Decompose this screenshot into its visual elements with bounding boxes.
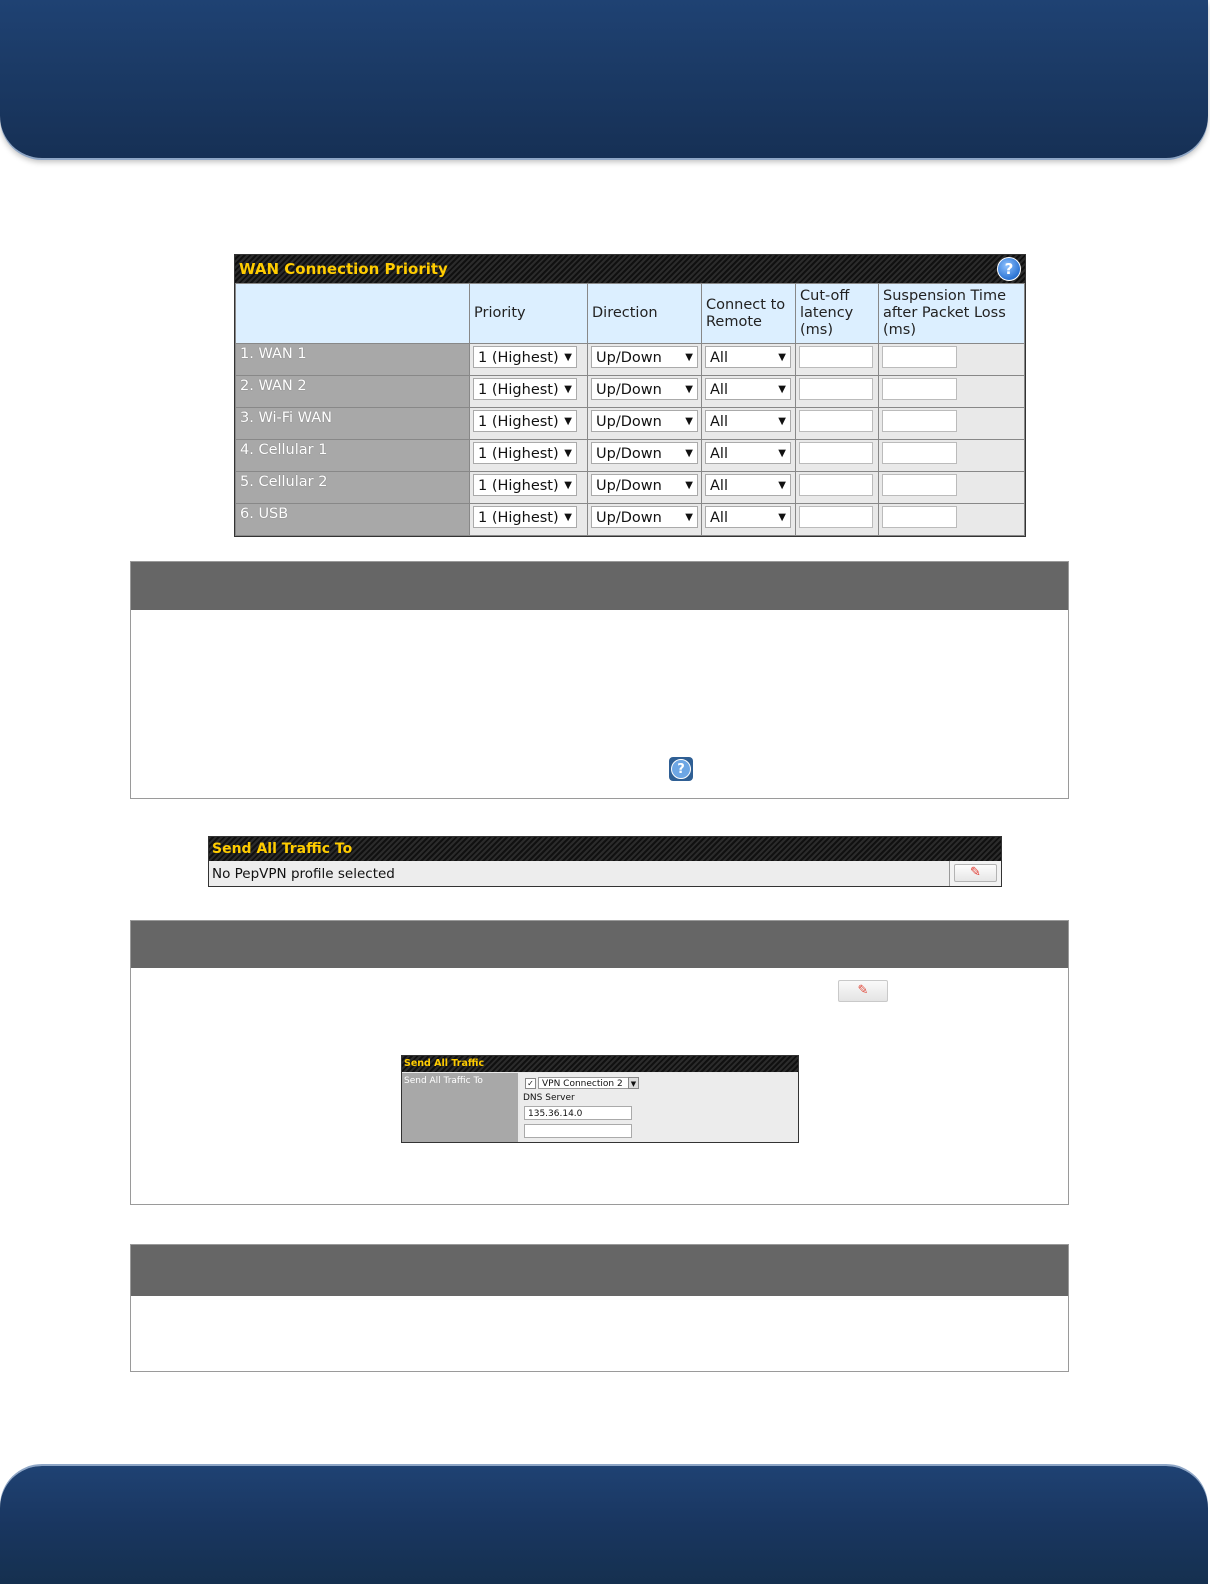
edit-button[interactable] — [954, 864, 997, 882]
priority-select[interactable]: 1 (Highest) ▼ — [473, 378, 577, 400]
info-box-3 — [130, 1244, 1069, 1372]
chevron-down-icon: ▼ — [778, 416, 786, 427]
column-header-suspension-time: Suspension Time after Packet Loss (ms) — [879, 284, 1025, 344]
suspension-time-input[interactable] — [882, 410, 957, 432]
info-box-1-header — [131, 562, 1068, 610]
column-header-direction: Direction — [588, 284, 702, 344]
priority-select[interactable]: 1 (Highest) ▼ — [473, 442, 577, 464]
priority-select[interactable]: 1 (Highest) ▼ — [473, 346, 577, 368]
page-header-band — [0, 0, 1208, 158]
table-header-row — [236, 284, 1025, 344]
column-header-cutoff-latency: Cut-off latency (ms) — [796, 284, 879, 344]
connect-to-remote-select[interactable]: All ▼ — [705, 410, 791, 432]
info-box-2-header — [131, 921, 1068, 968]
row-label: 2. WAN 2 — [236, 376, 470, 408]
row-label: 4. Cellular 1 — [236, 440, 470, 472]
chevron-down-icon: ▼ — [564, 352, 572, 363]
connect-to-remote-select[interactable]: All ▼ — [705, 378, 791, 400]
mini-dns-input-2 — [524, 1124, 632, 1138]
direction-select[interactable]: Up/Down ▼ — [591, 506, 698, 528]
connect-to-remote-select[interactable]: All ▼ — [705, 474, 791, 496]
chevron-down-icon: ▼ — [778, 352, 786, 363]
chevron-down-icon: ▼ — [685, 416, 693, 427]
suspension-time-input[interactable] — [882, 474, 957, 496]
row-label: 1. WAN 1 — [236, 344, 470, 376]
mini-dns-label: DNS Server — [523, 1093, 575, 1103]
chevron-down-icon: ▼ — [685, 384, 693, 395]
send-all-traffic-value: No PepVPN profile selected — [212, 866, 395, 882]
cutoff-latency-input[interactable] — [799, 474, 873, 496]
help-icon[interactable]: ? — [997, 257, 1021, 281]
chevron-down-icon: ▼ — [564, 384, 572, 395]
suspension-time-input[interactable] — [882, 506, 957, 528]
edit-icon: ✎ — [970, 865, 981, 880]
edit-cell — [949, 861, 1001, 886]
mini-body — [520, 1073, 798, 1142]
send-all-traffic-screenshot — [401, 1055, 799, 1143]
info-box-1 — [130, 561, 1069, 799]
table-row — [236, 472, 1025, 504]
connect-to-remote-select[interactable]: All ▼ — [705, 346, 791, 368]
cutoff-latency-input[interactable] — [799, 346, 873, 368]
direction-select[interactable]: Up/Down ▼ — [591, 378, 698, 400]
chevron-down-icon: ▼ — [564, 480, 572, 491]
help-icon[interactable]: ? — [669, 757, 693, 781]
mini-connection-select: VPN Connection 2 — [538, 1077, 638, 1089]
suspension-time-input[interactable] — [882, 378, 957, 400]
send-all-traffic-title: Send All Traffic To — [212, 841, 353, 857]
cutoff-latency-input[interactable] — [799, 410, 873, 432]
send-all-traffic-title-bar — [209, 837, 1001, 861]
chevron-down-icon: ▼ — [778, 512, 786, 523]
wan-priority-title-bar — [235, 255, 1025, 283]
mini-title-bar — [402, 1056, 798, 1072]
column-header-name — [236, 284, 470, 344]
wan-priority-title: WAN Connection Priority — [239, 260, 448, 278]
suspension-time-input[interactable] — [882, 442, 957, 464]
chevron-down-icon: ▼ — [685, 352, 693, 363]
wan-connection-priority-table — [234, 254, 1026, 537]
table-row — [236, 344, 1025, 376]
direction-select[interactable]: Up/Down ▼ — [591, 442, 698, 464]
cutoff-latency-input[interactable] — [799, 378, 873, 400]
checkbox-icon: ✓ — [525, 1078, 536, 1089]
edit-button-illustration — [838, 980, 888, 1002]
cutoff-latency-input[interactable] — [799, 442, 873, 464]
connect-to-remote-select[interactable]: All ▼ — [705, 506, 791, 528]
mini-title: Send All Traffic — [404, 1058, 485, 1069]
table-row — [236, 376, 1025, 408]
chevron-down-icon: ▼ — [685, 512, 693, 523]
chevron-down-icon: ▼ — [564, 416, 572, 427]
column-header-connect-to-remote: Connect to Remote — [702, 284, 796, 344]
direction-select[interactable]: Up/Down ▼ — [591, 474, 698, 496]
column-header-priority: Priority — [470, 284, 588, 344]
edit-icon: ✎ — [857, 983, 869, 998]
row-label: 3. Wi-Fi WAN — [236, 408, 470, 440]
row-label: 6. USB — [236, 504, 470, 536]
chevron-down-icon: ▼ — [685, 448, 693, 459]
mini-dns-input-1: 135.36.14.0 — [524, 1106, 632, 1120]
chevron-down-icon: ▼ — [778, 384, 786, 395]
direction-select[interactable]: Up/Down ▼ — [591, 346, 698, 368]
table-row — [236, 440, 1025, 472]
direction-select[interactable]: Up/Down ▼ — [591, 410, 698, 432]
info-box-3-header — [131, 1245, 1068, 1296]
priority-select[interactable]: 1 (Highest) ▼ — [473, 506, 577, 528]
priority-select[interactable]: 1 (Highest) ▼ — [473, 474, 577, 496]
page-footer-band — [0, 1466, 1208, 1584]
table-row — [236, 504, 1025, 536]
chevron-down-icon: ▼ — [628, 1077, 639, 1089]
chevron-down-icon: ▼ — [778, 480, 786, 491]
priority-select[interactable]: 1 (Highest) ▼ — [473, 410, 577, 432]
suspension-time-input[interactable] — [882, 346, 957, 368]
row-label: 5. Cellular 2 — [236, 472, 470, 504]
send-all-traffic-to-panel — [208, 836, 1002, 887]
chevron-down-icon: ▼ — [564, 448, 572, 459]
chevron-down-icon: ▼ — [564, 512, 572, 523]
chevron-down-icon: ▼ — [685, 480, 693, 491]
cutoff-latency-input[interactable] — [799, 506, 873, 528]
table-row — [236, 408, 1025, 440]
chevron-down-icon: ▼ — [778, 448, 786, 459]
send-all-traffic-row — [209, 861, 1001, 886]
mini-label: Send All Traffic To — [402, 1073, 518, 1142]
connect-to-remote-select[interactable]: All ▼ — [705, 442, 791, 464]
